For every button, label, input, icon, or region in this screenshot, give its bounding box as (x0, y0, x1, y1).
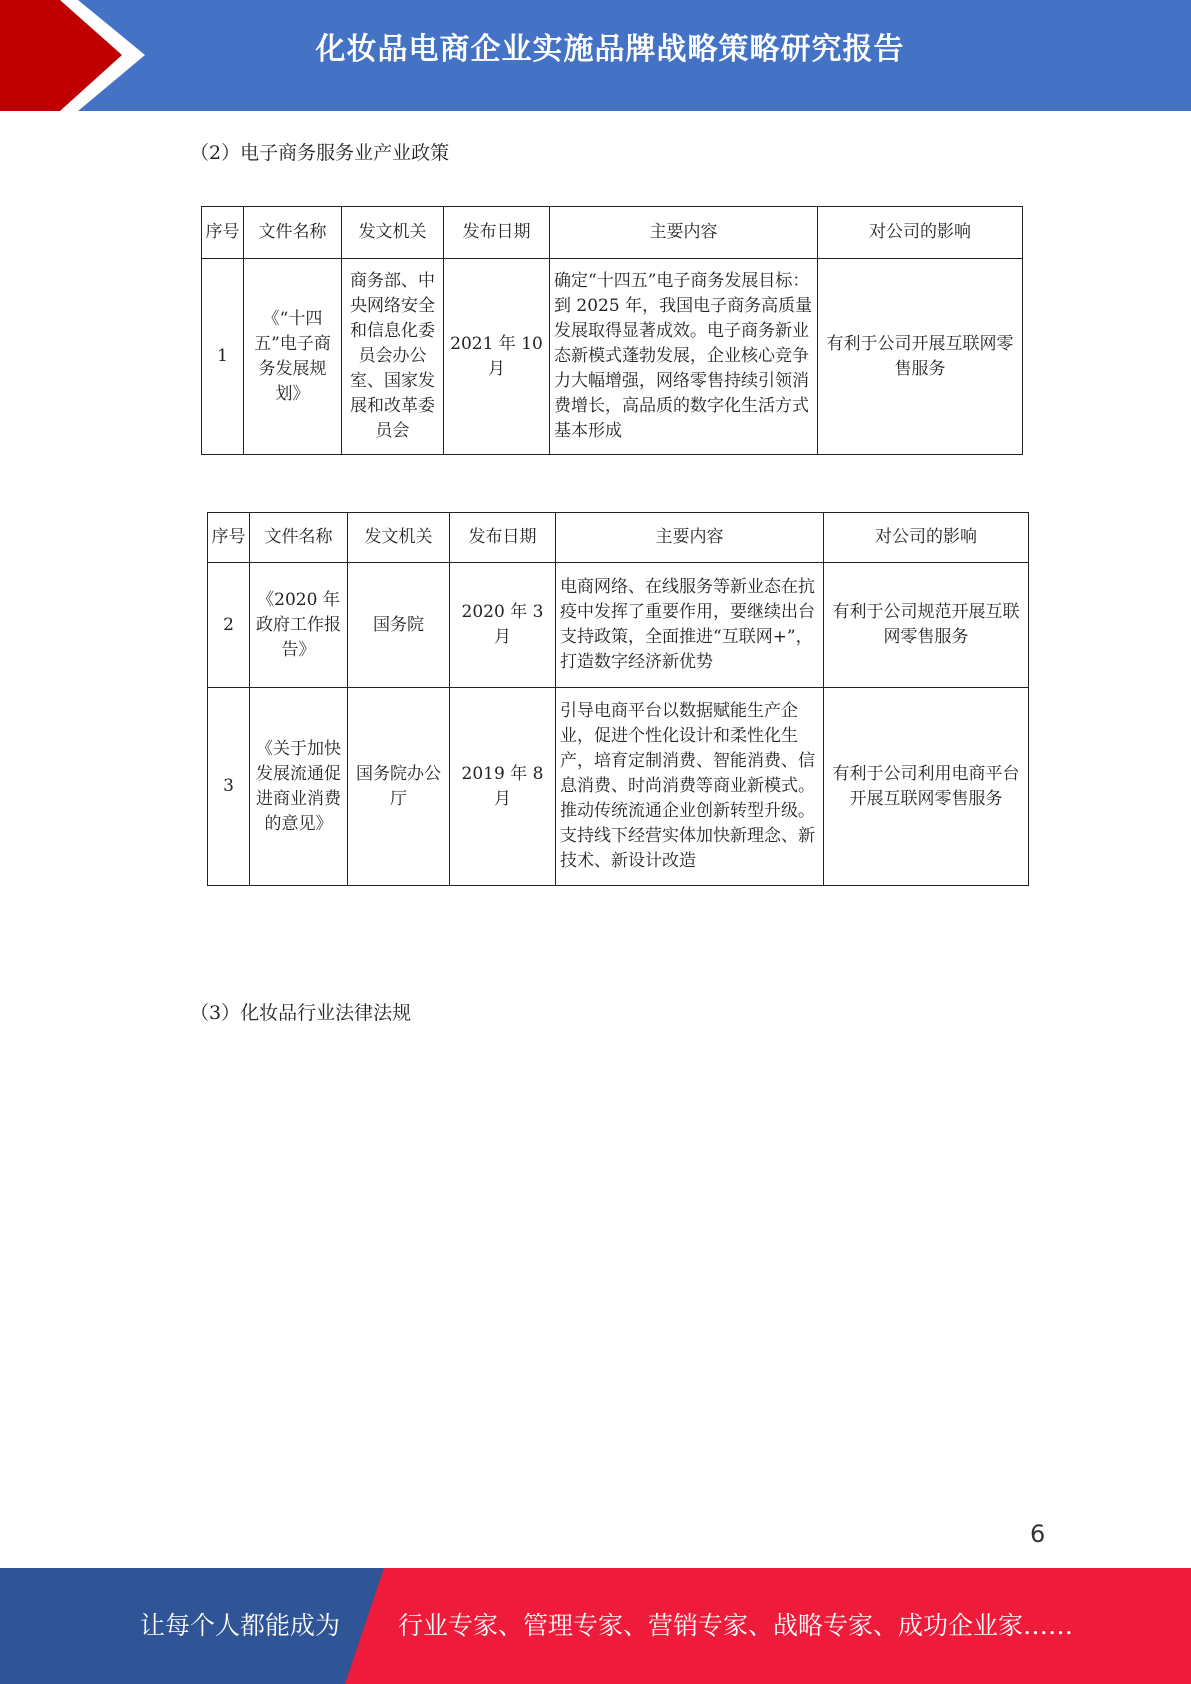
table-header-row (208, 513, 1029, 563)
cell-impact: 有利于公司开展互联网零售服务 (818, 259, 1023, 455)
col-header-content: 主要内容 (550, 207, 818, 259)
cell-date: 2019 年 8 月 (450, 688, 556, 886)
footer-slogan-left: 让每个人都能成为 (140, 1611, 341, 1640)
table-row (208, 563, 1029, 688)
col-header-issuer: 发文机关 (342, 207, 444, 259)
section-heading-2: （2）电子商务服务业产业政策 (190, 142, 450, 164)
cell-impact: 有利于公司规范开展互联网零售服务 (824, 563, 1029, 688)
cell-name: 《2020 年政府工作报告》 (250, 563, 348, 688)
col-header-name: 文件名称 (244, 207, 342, 259)
cell-seq: 2 (208, 563, 250, 688)
cell-issuer: 商务部、中央网络安全和信息化委员会办公室、国家发展和改革委员会 (342, 259, 444, 455)
report-title: 化妆品电商企业实施品牌战略策略研究报告 (315, 32, 905, 67)
col-header-date: 发布日期 (444, 207, 550, 259)
cell-impact: 有利于公司利用电商平台开展互联网零售服务 (824, 688, 1029, 886)
col-header-impact: 对公司的影响 (824, 513, 1029, 563)
page-footer (0, 1568, 1191, 1684)
col-header-content: 主要内容 (556, 513, 824, 563)
col-header-name: 文件名称 (250, 513, 348, 563)
cell-seq: 1 (202, 259, 244, 455)
cell-content: 电商网络、在线服务等新业态在抗疫中发挥了重要作用，要继续出台支持政策，全面推进“互联网+”，打造数字经济新优势 (556, 563, 824, 688)
cell-name: 《关于加快发展流通促进商业消费的意见》 (250, 688, 348, 886)
cell-date: 2021 年 10 月 (444, 259, 550, 455)
table-row (202, 259, 1023, 455)
cell-name: 《“十四五”电子商务发展规划》 (244, 259, 342, 455)
table-header-row (202, 207, 1023, 259)
col-header-seq: 序号 (202, 207, 244, 259)
col-header-impact: 对公司的影响 (818, 207, 1023, 259)
cell-issuer: 国务院 (348, 563, 450, 688)
section-heading-3: （3）化妆品行业法律法规 (190, 1002, 412, 1024)
cell-date: 2020 年 3 月 (450, 563, 556, 688)
policy-table-2 (207, 512, 1029, 886)
page-header (0, 0, 1191, 111)
cell-issuer: 国务院办公厅 (348, 688, 450, 886)
col-header-issuer: 发文机关 (348, 513, 450, 563)
cell-content: 确定“十四五”电子商务发展目标：到 2025 年，我国电子商务高质量发展取得显著成效。电子商务新业态新模式蓬勃发展，企业核心竞争力大幅增强，网络零售持续引领消费增长，高品质的数字化生活方式基本形成 (550, 259, 818, 455)
cell-seq: 3 (208, 688, 250, 886)
col-header-seq: 序号 (208, 513, 250, 563)
cell-content: 引导电商平台以数据赋能生产企业，促进个性化设计和柔性化生产，培育定制消费、智能消费、信息消费、时尚消费等商业新模式。推动传统流通企业创新转型升级。支持线下经营实体加快新理念、新技术、新设计改造 (556, 688, 824, 886)
policy-table-1 (201, 206, 1023, 455)
col-header-date: 发布日期 (450, 513, 556, 563)
footer-slogan-right: 行业专家、管理专家、营销专家、战略专家、成功企业家…… (398, 1611, 1074, 1640)
page-number: 6 (1030, 1520, 1046, 1548)
table-row (208, 688, 1029, 886)
